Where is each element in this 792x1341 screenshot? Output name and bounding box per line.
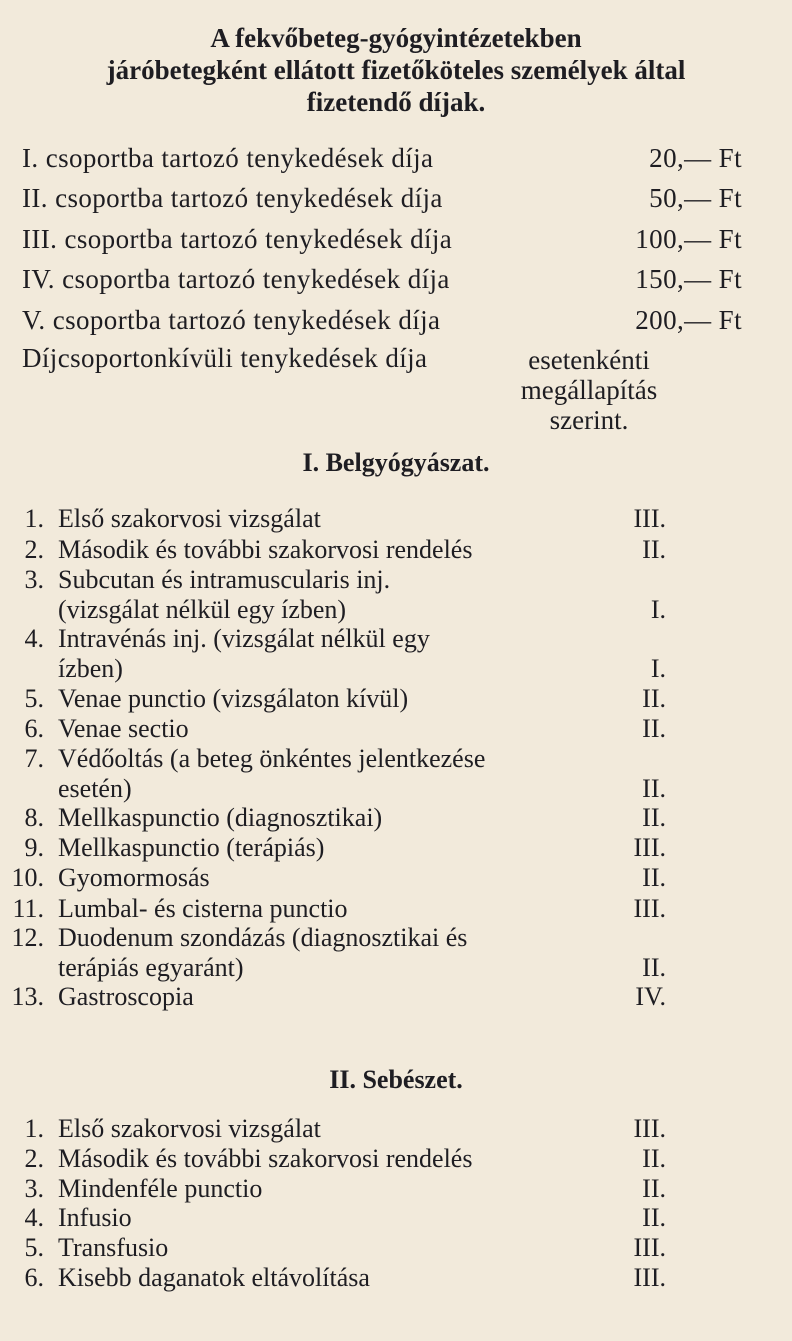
fee-group-row <box>22 264 770 304</box>
item-fee-group: II. <box>642 535 666 564</box>
fee-group-label: II. csoportba tartozó tenykedések díja <box>22 183 443 213</box>
item-fee-group: I. <box>650 654 666 683</box>
item-number: 1. <box>24 504 44 533</box>
item-text-continued: terápiás egyaránt) <box>58 953 244 982</box>
section-title-sebeszet: II. Sebészet. <box>329 1065 463 1094</box>
item-text: Venae punctio (vizsgálaton kívül) <box>58 684 409 713</box>
item-fee-group: II. <box>642 684 666 713</box>
special-fee-label: Díjcsoportonkívüli tenykedések díja <box>22 343 428 373</box>
item-number: 4. <box>24 624 44 653</box>
item-text: Intravénás inj. (vizsgálat nélkül egy <box>58 624 430 653</box>
document-title-line-1: A fekvőbeteg-gyógyintézetekben <box>210 23 582 53</box>
item-text: Venae sectio <box>58 714 189 743</box>
item-fee-group: IV. <box>635 982 666 1011</box>
item-number: 10. <box>11 863 44 892</box>
item-number: 5. <box>24 684 44 713</box>
item-text-continued: (vizsgálat nélkül egy ízben) <box>58 595 347 624</box>
item-text: Gastroscopia <box>58 982 194 1011</box>
item-text: Mindenféle punctio <box>58 1174 263 1203</box>
item-text: Első szakorvosi vizsgálat <box>58 504 321 533</box>
item-number: 8. <box>24 803 44 832</box>
item-text: Transfusio <box>58 1233 169 1262</box>
item-number: 12. <box>11 923 44 952</box>
fee-group-label: I. csoportba tartozó tenykedések díja <box>22 143 434 173</box>
item-fee-group: III. <box>633 504 666 533</box>
item-number: 2. <box>24 535 44 564</box>
document-title-line-2: járóbetegként ellátott fizetőköteles személyek által <box>106 55 686 85</box>
item-text: Első szakorvosi vizsgálat <box>58 1114 321 1143</box>
item-number: 6. <box>24 1263 44 1292</box>
item-text: Lumbal- és cisterna punctio <box>58 894 348 923</box>
item-text: Mellkaspunctio (diagnosztikai) <box>58 803 383 832</box>
item-text: Duodenum szondázás (diagnosztikai és <box>58 923 468 952</box>
item-text: Infusio <box>58 1203 132 1232</box>
fee-group-row <box>22 183 770 223</box>
document-title-line-3: fizetendő díjak. <box>306 87 486 117</box>
item-fee-group: II. <box>642 953 666 982</box>
item-fee-group: II. <box>642 863 666 892</box>
fee-group-row <box>22 305 770 345</box>
item-number: 9. <box>24 833 44 862</box>
item-fee-group: III. <box>633 1114 666 1143</box>
item-text: Második és további szakorvosi rendelés <box>58 535 473 564</box>
item-fee-group: I. <box>650 595 666 624</box>
special-fee-value <box>504 345 674 435</box>
fee-group-amount: 20,— Ft <box>649 143 742 173</box>
item-number: 6. <box>24 714 44 743</box>
section-title-belgyogyaszat: I. Belgyógyászat. <box>302 448 490 477</box>
item-text: Védőoltás (a beteg önkéntes jelentkezése <box>58 744 486 773</box>
item-fee-group: II. <box>642 1203 666 1232</box>
item-number: 13. <box>11 982 44 1011</box>
item-text-continued: ízben) <box>58 654 123 683</box>
item-fee-group: III. <box>633 1263 666 1292</box>
item-number: 11. <box>12 894 44 923</box>
item-text: Kisebb daganatok eltávolítása <box>58 1263 370 1292</box>
item-number: 7. <box>24 744 44 773</box>
item-fee-group: II. <box>642 774 666 803</box>
fee-group-label: IV. csoportba tartozó tenykedések díja <box>22 264 450 294</box>
item-text: Mellkaspunctio (terápiás) <box>58 833 325 862</box>
item-number: 1. <box>24 1114 44 1143</box>
fee-group-row <box>22 224 770 264</box>
item-fee-group: III. <box>633 1233 666 1262</box>
fee-group-amount: 200,— Ft <box>635 305 742 335</box>
item-fee-group: II. <box>642 714 666 743</box>
item-number: 2. <box>24 1144 44 1173</box>
item-text-continued: esetén) <box>58 774 132 803</box>
fee-group-row <box>22 143 770 183</box>
item-number: 4. <box>24 1203 44 1232</box>
special-fee-value-line-1: esetenkénti <box>528 345 650 375</box>
item-fee-group: III. <box>633 894 666 923</box>
item-text: Gyomormosás <box>58 863 210 892</box>
item-number: 3. <box>24 1174 44 1203</box>
item-fee-group: III. <box>633 833 666 862</box>
item-fee-group: II. <box>642 1144 666 1173</box>
fee-group-amount: 100,— Ft <box>635 224 742 254</box>
item-text: Második és további szakorvosi rendelés <box>58 1144 473 1173</box>
fee-group-label: III. csoportba tartozó tenykedések díja <box>22 224 453 254</box>
special-fee-value-line-2: megállapítás <box>520 375 658 405</box>
fee-group-label: V. csoportba tartozó tenykedések díja <box>22 305 441 335</box>
fee-group-amount: 50,— Ft <box>649 183 742 213</box>
item-number: 5. <box>24 1233 44 1262</box>
item-text: Subcutan és intramuscularis inj. <box>58 565 391 594</box>
fee-group-amount: 150,— Ft <box>635 264 742 294</box>
special-fee-value-line-3: szerint. <box>549 405 629 435</box>
item-fee-group: II. <box>642 1174 666 1203</box>
item-number: 3. <box>24 565 44 594</box>
item-fee-group: II. <box>642 803 666 832</box>
